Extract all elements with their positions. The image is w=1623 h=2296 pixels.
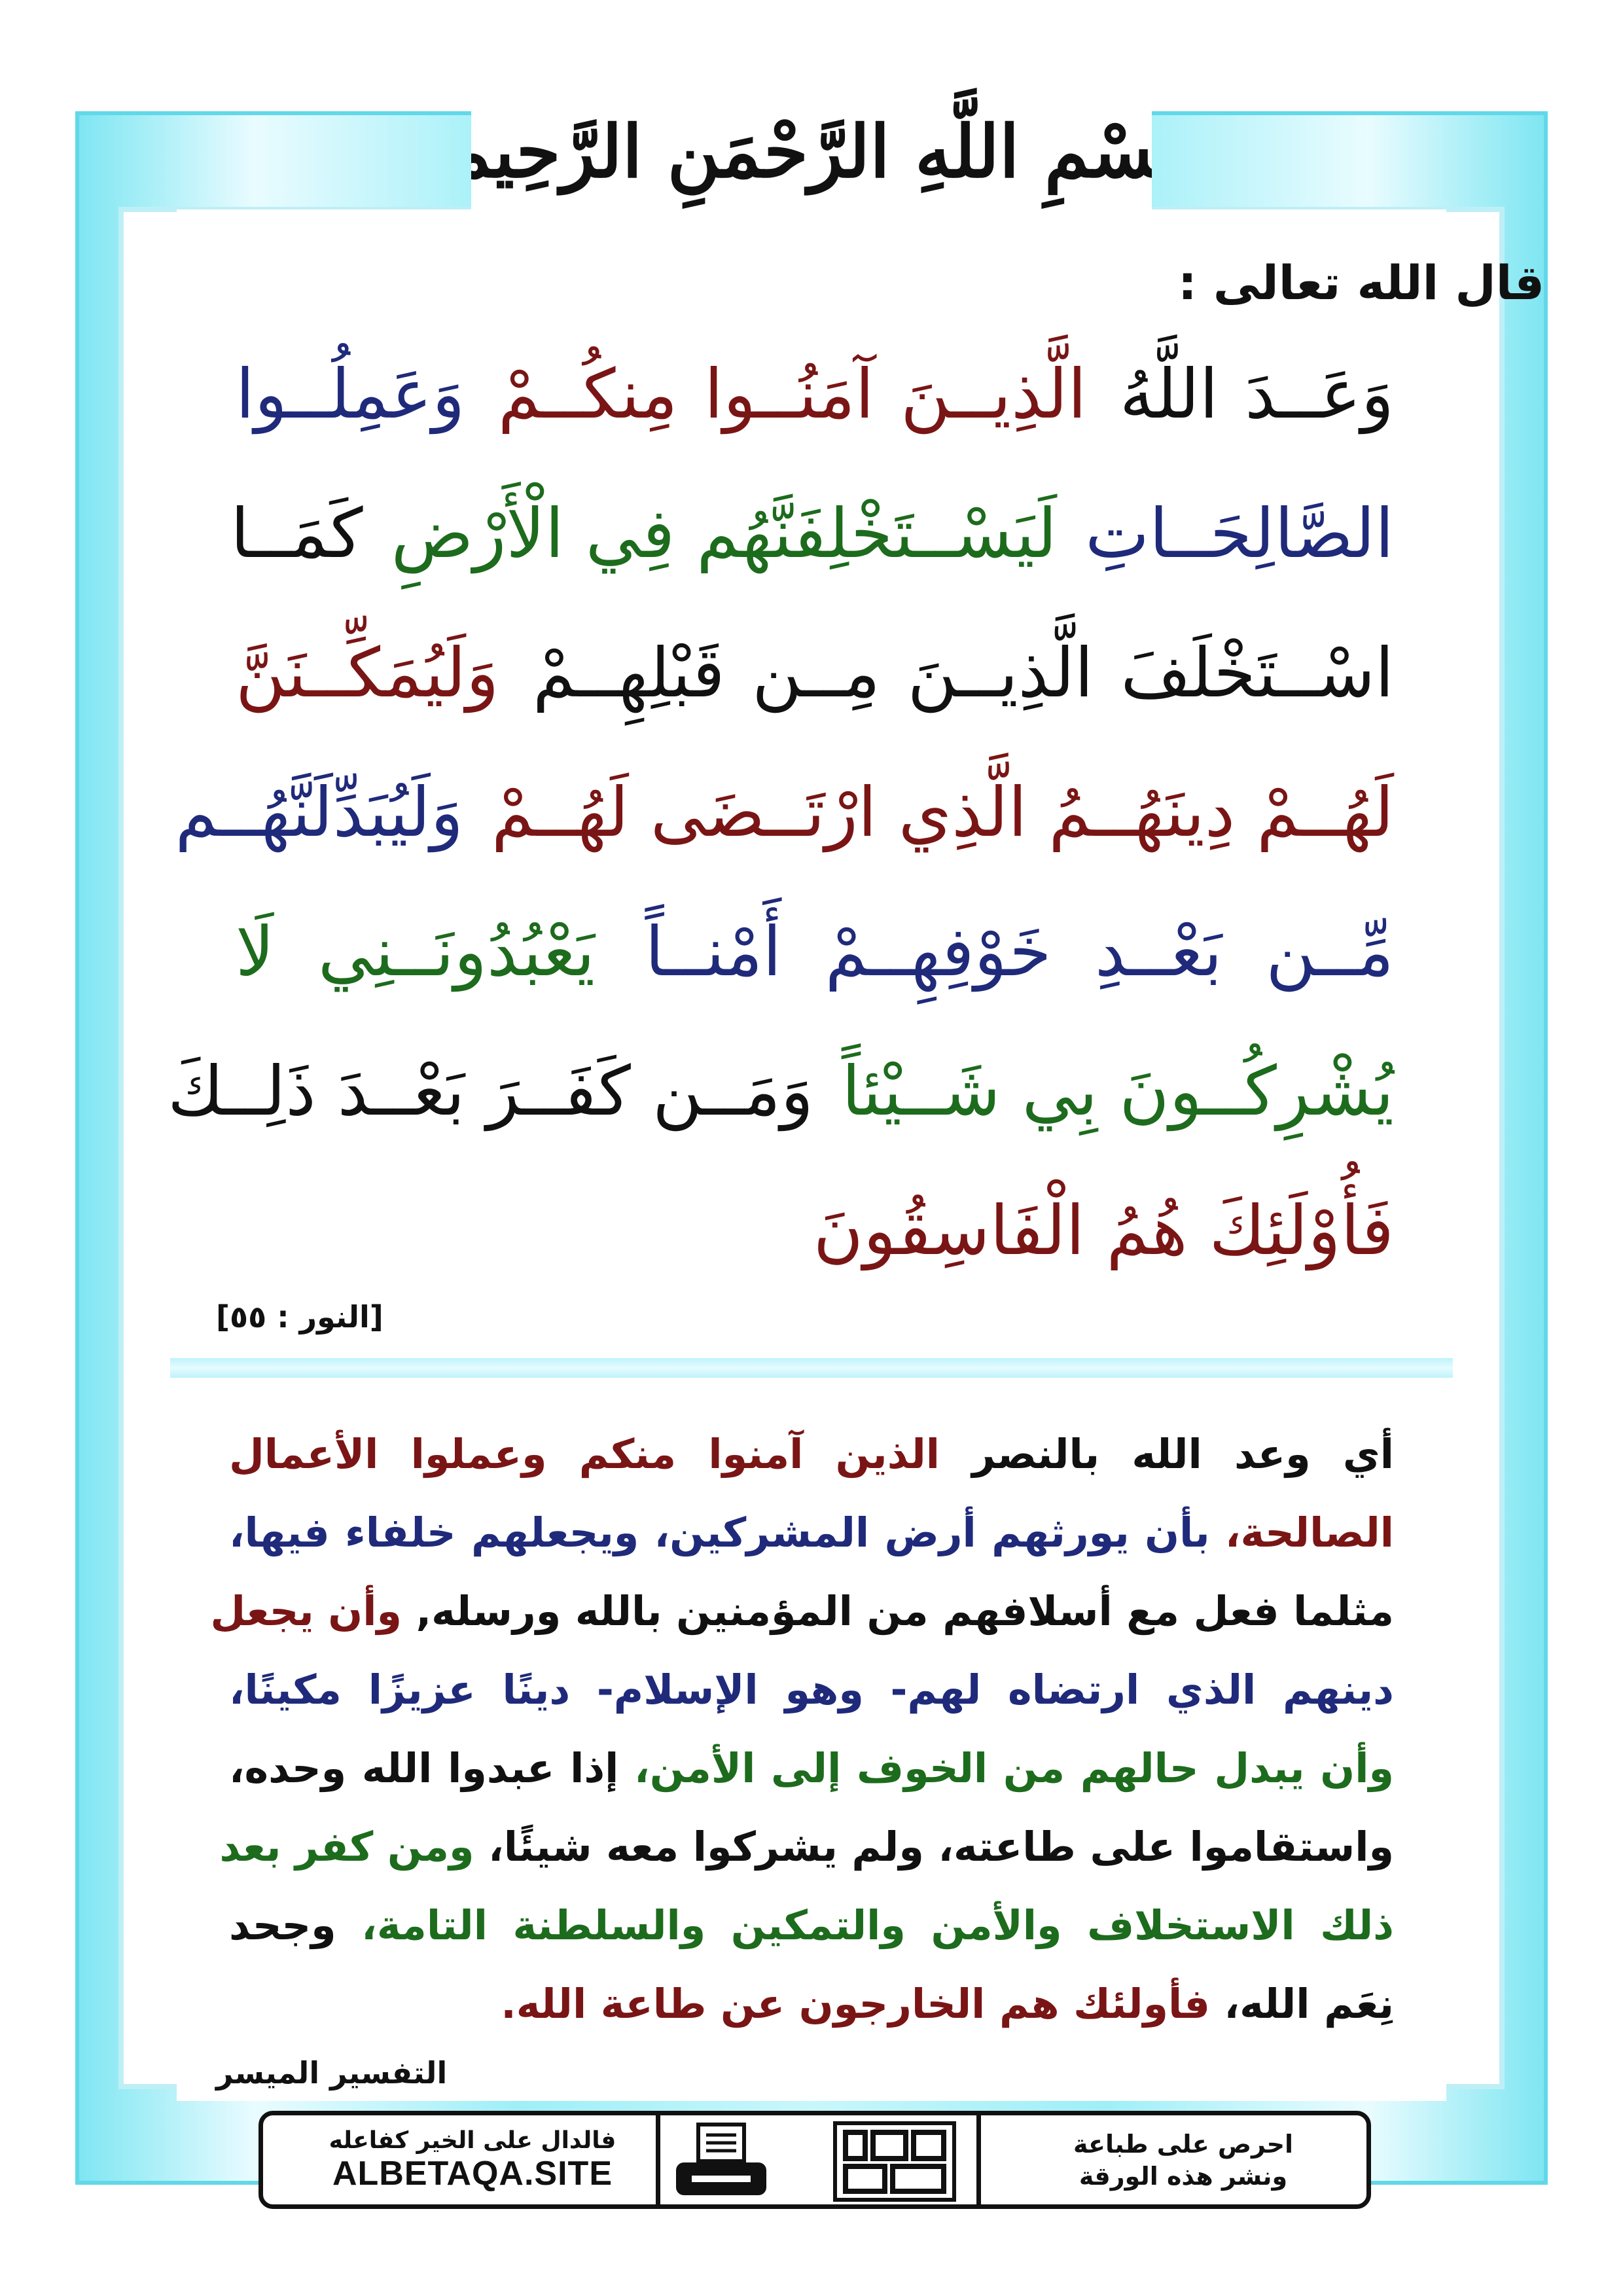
tafsir-line: [229, 1509, 1394, 1556]
verse-segment: يُشْرِكُــونَ بِي شَــيْئاً: [842, 1051, 1394, 1131]
verse-line: [229, 1191, 1394, 1270]
tafsir-segment: الصالحة،: [1224, 1509, 1394, 1556]
footer-site-link[interactable]: ALBETAQA.SITE: [332, 2155, 613, 2193]
tafsir-segment: ذلك الاستخلاف والأمن والتمكين والسلطنة التامة،: [361, 1901, 1395, 1949]
verse-intro: قال الله تعالى :: [1177, 255, 1544, 310]
footer-saying: فالدال على الخير كفاعله: [329, 2127, 616, 2154]
verse-segment: وَعَــدَ اللَّهُ: [1119, 354, 1394, 434]
verse-segment: لَهُــمْ دِينَهُــمُ الَّذِي ارْتَــضَى لَهُــمْ: [491, 772, 1394, 852]
verse-line: [229, 493, 1394, 573]
verse-segment: الَّذِيــنَ آمَنُــوا مِنكُــمْ: [497, 354, 1087, 434]
tafsir-segment: فأولئك هم الخارجون عن طاعة الله.: [501, 1980, 1210, 2028]
tafsir-segment: وجحد: [229, 1901, 336, 1949]
footer-separator: [656, 2115, 660, 2204]
verse-line: [168, 1051, 1394, 1131]
tafsir-segment: دينهم الذي ارتضاه لهم- وهو الإسلام- دينًا عزيزًا مكينًا،: [229, 1666, 1394, 1713]
tafsir-line: [229, 1744, 1394, 1792]
footer-separator: [976, 2115, 981, 2204]
verse-segment: وَمَــن كَفَــرَ بَعْــدَ ذَلِــكَ: [168, 1051, 813, 1131]
tafsir-segment: نِعَم الله،: [1224, 1980, 1394, 2028]
print-note-line-1: احرص على طباعة: [1073, 2130, 1294, 2159]
basmala-text: بِسْمِ اللَّهِ الرَّحْمَنِ الرَّحِيمِ: [471, 109, 1152, 194]
verse-line: [229, 633, 1394, 713]
verse-segment: يَعْبُدُونَــنِي لَا: [236, 912, 596, 992]
verse-line: [229, 354, 1394, 434]
tafsir-segment: أي وعد الله بالنصر: [972, 1430, 1394, 1478]
tafsir-segment: الذين آمنوا منكم وعملوا الأعمال: [229, 1430, 940, 1478]
tafsir-segment: واستقاموا على طاعته، ولم يشركوا معه شيئًا،: [488, 1823, 1394, 1871]
footer-site-block: [302, 2127, 643, 2193]
tafsir-line: [210, 1587, 1394, 1635]
footer-bar: [259, 2111, 1371, 2209]
verse-segment: وَعَمِلُــوا: [236, 354, 465, 434]
verse-reference: [النور : ٥٥]: [216, 1299, 383, 1335]
tafsir-segment: وأن يجعل: [210, 1587, 402, 1635]
tafsir-line: [229, 1901, 1394, 1949]
verse-line: [175, 772, 1394, 852]
tafsir-line: [229, 1980, 1394, 2028]
dawah-logo: [832, 2121, 957, 2202]
printer-icon: [672, 2122, 770, 2200]
footer-print-note: [1046, 2128, 1321, 2193]
tafsir-segment: ومن كفر بعد: [219, 1823, 474, 1871]
tafsir-segment: مثلما فعل مع أسلافهم من المؤمنين بالله ورسله,: [416, 1587, 1394, 1635]
print-note-line-2: ونشر هذه الورقة: [1079, 2162, 1288, 2191]
verse-segment: وَلَيُبَدِّلَنَّهُــم: [175, 772, 463, 852]
section-divider: [170, 1358, 1453, 1378]
tafsir-segment: إذا عبدوا الله وحده،: [229, 1744, 619, 1792]
tafsir-line: [219, 1823, 1394, 1871]
verse-segment: لَيَسْــتَخْلِفَنَّهُم فِي الْأَرْضِ: [391, 493, 1058, 573]
verse-segment: مِّــن بَعْــدِ خَوْفِهِــمْ أَمْنــاً: [645, 912, 1395, 992]
tafsir-line: [229, 1666, 1394, 1713]
verse-segment: الصَّالِحَــاتِ: [1085, 493, 1394, 573]
tafsir-segment: وأن يبدل حالهم من الخوف إلى الأمن،: [634, 1744, 1394, 1792]
verse-segment: كَمَــا: [230, 493, 363, 573]
tafsir-source: التفسير الميسر: [216, 2055, 448, 2090]
verse-segment: اسْــتَخْلَفَ الَّذِيــنَ مِــن قَبْلِهِــمْ: [532, 633, 1394, 713]
tafsir-segment: بأن يورثهم أرض المشركين، ويجعلهم خلفاء فيها،: [229, 1509, 1210, 1556]
verse-segment: وَلَيُمَكِّــنَنَّ: [236, 633, 499, 713]
tafsir-line: [229, 1430, 1394, 1478]
verse-line: [229, 912, 1395, 992]
verse-segment: فَأُوْلَئِكَ هُمُ الْفَاسِقُونَ: [813, 1191, 1394, 1270]
